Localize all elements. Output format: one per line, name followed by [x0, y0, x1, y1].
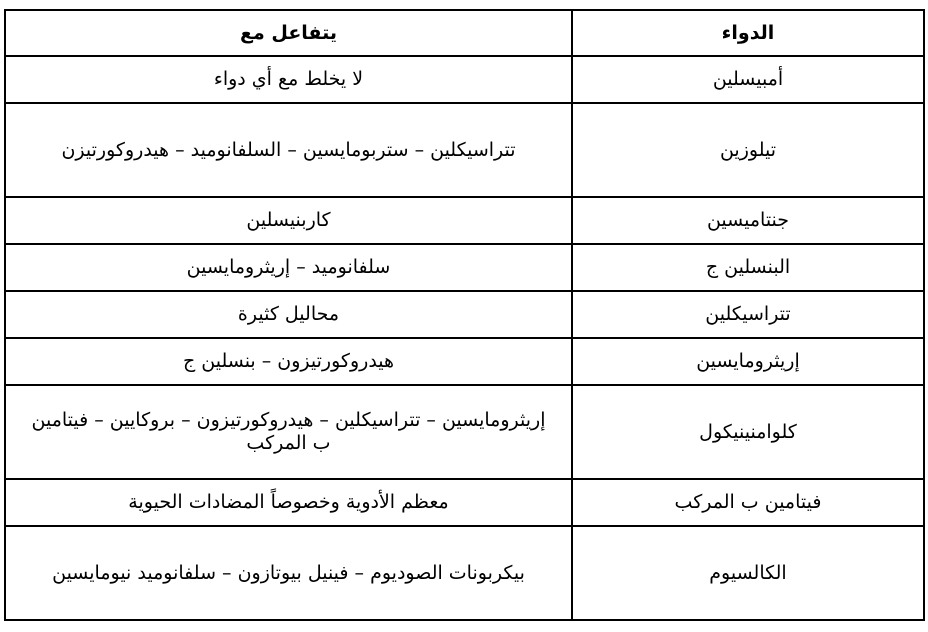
interaction-cell — [5, 385, 572, 479]
table-row — [5, 56, 924, 103]
header-drug: الدواء — [572, 10, 924, 56]
drug-cell: تتراسيكلين — [572, 291, 924, 338]
drug-cell: كلوامنينيكول — [572, 385, 924, 479]
table-row — [5, 338, 924, 385]
interaction-cell — [5, 291, 572, 338]
interaction-cell — [5, 197, 572, 244]
interaction-text: لا يخلط مع أي دواء — [213, 68, 364, 90]
drug-cell: تيلوزين — [572, 103, 924, 197]
table-row — [5, 103, 924, 197]
drug-cell: إريثرومايسين — [572, 338, 924, 385]
drug-cell: الكالسيوم — [572, 526, 924, 620]
interaction-text: كاربنيسلين — [246, 209, 331, 231]
interaction-text: سلفانوميد – إريثرومايسين — [186, 256, 391, 278]
drug-cell: جنتاميسين — [572, 197, 924, 244]
interaction-cell — [5, 244, 572, 291]
drug-cell: أمبيسلين — [572, 56, 924, 103]
table-row — [5, 526, 924, 620]
table-row — [5, 291, 924, 338]
interaction-text: محاليل كثيرة — [237, 303, 340, 325]
interaction-cell — [5, 479, 572, 526]
drug-cell: فيتامين ب المركب — [572, 479, 924, 526]
table-row — [5, 385, 924, 479]
interaction-text: هيدروكورتيزون – بنسلين ج — [182, 350, 395, 372]
table-row — [5, 244, 924, 291]
table-row — [5, 479, 924, 526]
interaction-cell — [5, 526, 572, 620]
interaction-text: معظم الأدوية وخصوصاً المضادات الحيوية — [128, 491, 449, 513]
interaction-cell — [5, 103, 572, 197]
drug-cell: البنسلين ج — [572, 244, 924, 291]
interaction-text: بيكربونات الصوديوم – فينيل بيوتازون – سلفانوميد نيومايسين — [52, 561, 525, 584]
interaction-cell — [5, 56, 572, 103]
header-interacts-with: يتفاعل مع — [5, 10, 572, 56]
drug-interaction-table — [4, 9, 925, 621]
interaction-cell — [5, 338, 572, 385]
table-header-row — [5, 10, 924, 56]
interaction-text: إريثرومايسين – تتراسيكلين – هيدروكورتيزون – بروكايين – فيتامين ب المركب — [31, 409, 546, 454]
drug-interaction-table-wrapper — [4, 9, 925, 621]
interaction-text: تتراسيكلين – ستربومايسين – السلفانوميد – هيدروكورتيزن — [61, 138, 516, 161]
table-row — [5, 197, 924, 244]
